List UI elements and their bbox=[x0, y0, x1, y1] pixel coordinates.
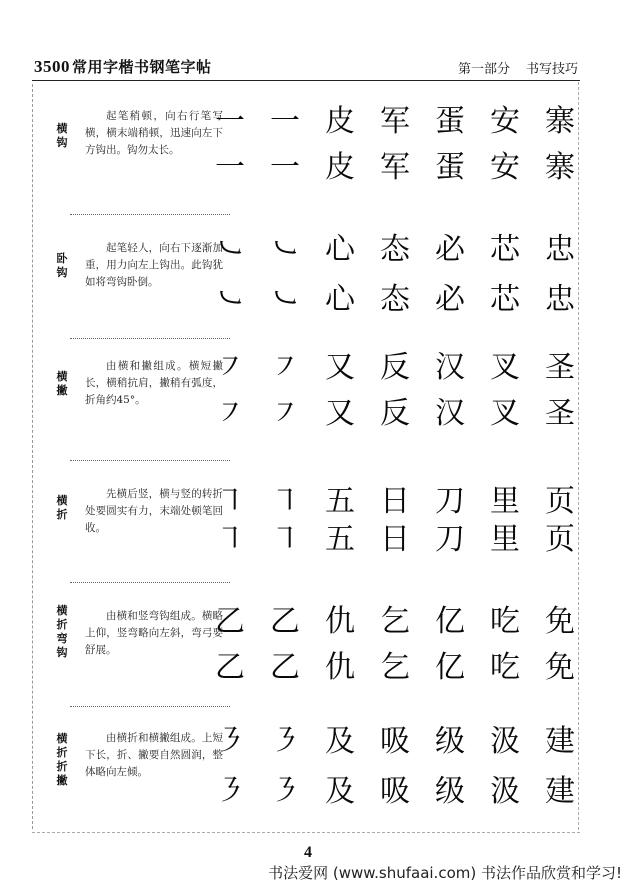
practice-character: 必 bbox=[435, 282, 465, 317]
watermark-text: 书法爱网 (www.shufaai.com) 书法作品欣赏和学习! bbox=[268, 864, 622, 882]
book-number: 3500 bbox=[34, 57, 70, 76]
stroke-description: 先横后竖，横与竖的转折处要圆实有力，末端处顿笔回收。 bbox=[85, 488, 223, 534]
stroke-description: 由横和撇组成。横短撇长，横稍抗肩，撇稍有弧度，折角约45°。 bbox=[85, 360, 223, 406]
practice-character: 及 bbox=[325, 724, 355, 759]
practice-character: 仇 bbox=[325, 650, 355, 685]
stroke-section bbox=[32, 348, 580, 460]
practice-character: ㇃ bbox=[215, 232, 245, 267]
bottom-margin-line bbox=[32, 832, 580, 833]
practice-row bbox=[210, 102, 580, 142]
practice-character: 页 bbox=[545, 484, 575, 519]
practice-character: ㇕ bbox=[215, 522, 245, 557]
section-divider bbox=[70, 214, 230, 215]
practice-character: 建 bbox=[545, 774, 575, 809]
practice-character: 吃 bbox=[490, 650, 520, 685]
practice-character: 乙 bbox=[270, 650, 300, 685]
practice-character: 皮 bbox=[325, 150, 355, 185]
stroke-name: 横折折撇 bbox=[56, 732, 68, 787]
stroke-description: 起笔轻人，向右下逐渐加重，用力向左上钩出。此钩犹如将弯钩卧倒。 bbox=[85, 242, 223, 288]
practice-character: ㇇ bbox=[270, 350, 300, 385]
stroke-description: 由横和竖弯钩组成。横略上仰，竖弯略向左斜，弯弓要舒展。 bbox=[85, 610, 223, 656]
practice-character: 亿 bbox=[435, 650, 465, 685]
practice-character: ㇃ bbox=[215, 282, 245, 317]
section-divider bbox=[70, 460, 230, 461]
practice-row bbox=[210, 602, 580, 642]
stroke-section bbox=[32, 224, 580, 336]
practice-character: 吸 bbox=[380, 774, 410, 809]
practice-character: 必 bbox=[435, 232, 465, 267]
practice-character: 亿 bbox=[435, 604, 465, 639]
practice-character: 芯 bbox=[490, 282, 520, 317]
practice-character: 乞 bbox=[380, 604, 410, 639]
stroke-name: 横折弯钩 bbox=[56, 604, 68, 659]
practice-character: 芯 bbox=[490, 232, 520, 267]
stroke-name: 横折 bbox=[56, 494, 68, 521]
practice-character: 汉 bbox=[435, 350, 465, 385]
practice-character: 反 bbox=[380, 396, 410, 431]
practice-character: 建 bbox=[545, 724, 575, 759]
practice-character: ㇋ bbox=[270, 724, 300, 759]
practice-row bbox=[210, 520, 580, 560]
stroke-name: 卧钩 bbox=[56, 252, 68, 279]
section-divider bbox=[70, 338, 230, 339]
practice-character: 蛋 bbox=[435, 104, 465, 139]
section-divider bbox=[70, 582, 230, 583]
practice-character: 里 bbox=[490, 522, 520, 557]
practice-character: ㇋ bbox=[215, 724, 245, 759]
practice-row bbox=[210, 280, 580, 320]
stroke-name: 横钩 bbox=[56, 122, 68, 149]
practice-character: 圣 bbox=[545, 396, 575, 431]
practice-character: 反 bbox=[380, 350, 410, 385]
practice-character: ㇃ bbox=[270, 282, 300, 317]
practice-character: 里 bbox=[490, 484, 520, 519]
practice-row bbox=[210, 394, 580, 434]
practice-character: 页 bbox=[545, 522, 575, 557]
practice-character: 刀 bbox=[435, 522, 465, 557]
book-title-text: 常用字楷书钢笔字帖 bbox=[72, 58, 212, 76]
practice-character: 军 bbox=[380, 150, 410, 185]
practice-character: 又 bbox=[325, 350, 355, 385]
practice-character: 寨 bbox=[545, 104, 575, 139]
book-title bbox=[34, 56, 212, 77]
header-divider bbox=[32, 80, 580, 81]
stroke-section bbox=[32, 470, 580, 582]
practice-character: 吸 bbox=[380, 724, 410, 759]
practice-row bbox=[210, 722, 580, 762]
practice-row bbox=[210, 482, 580, 522]
practice-character: 免 bbox=[545, 650, 575, 685]
practice-character: 乞 bbox=[380, 650, 410, 685]
practice-character: 蛋 bbox=[435, 150, 465, 185]
practice-character: ㇕ bbox=[270, 484, 300, 519]
practice-character: 免 bbox=[545, 604, 575, 639]
practice-character: 仇 bbox=[325, 604, 355, 639]
section-label: 书写技巧 bbox=[525, 62, 578, 77]
practice-character: 安 bbox=[490, 150, 520, 185]
practice-character: ㇕ bbox=[270, 522, 300, 557]
practice-character: 汲 bbox=[490, 774, 520, 809]
practice-character: ㇕ bbox=[215, 484, 245, 519]
practice-character: ㇋ bbox=[215, 774, 245, 809]
practice-character: 皮 bbox=[325, 104, 355, 139]
practice-row bbox=[210, 772, 580, 812]
practice-row bbox=[210, 648, 580, 688]
practice-character: ㇇ bbox=[215, 350, 245, 385]
practice-character: 态 bbox=[380, 232, 410, 267]
practice-character: 叉 bbox=[490, 396, 520, 431]
stroke-description: 起笔稍顿，向右行笔写横，横末端稍顿，迅速向左下方钩出。钩勿太长。 bbox=[85, 110, 223, 156]
practice-character: 及 bbox=[325, 774, 355, 809]
practice-character: 五 bbox=[325, 522, 355, 557]
page-number: 4 bbox=[304, 844, 312, 861]
practice-character: 乙 bbox=[215, 604, 245, 639]
practice-character: 叉 bbox=[490, 350, 520, 385]
practice-character: 日 bbox=[380, 522, 410, 557]
practice-character: 吃 bbox=[490, 604, 520, 639]
practice-character: 忠 bbox=[545, 282, 575, 317]
practice-character: 刀 bbox=[435, 484, 465, 519]
stroke-name: 横撇 bbox=[56, 370, 68, 397]
stroke-section bbox=[32, 592, 580, 704]
part-label: 第一部分 bbox=[457, 62, 510, 77]
practice-row bbox=[210, 148, 580, 188]
stroke-section bbox=[32, 100, 580, 212]
practice-character: 忠 bbox=[545, 232, 575, 267]
practice-character: ㇇ bbox=[270, 396, 300, 431]
practice-character: 心 bbox=[325, 232, 355, 267]
practice-character: 一 bbox=[215, 150, 245, 185]
practice-character: 汉 bbox=[435, 396, 465, 431]
stroke-section bbox=[32, 716, 580, 828]
stroke-description: 由横折和横撇组成。上短下长，折、撇要自然圆润，整体略向左倾。 bbox=[85, 732, 223, 778]
practice-character: 圣 bbox=[545, 350, 575, 385]
practice-character: 乙 bbox=[215, 650, 245, 685]
practice-character: ㇃ bbox=[270, 232, 300, 267]
practice-row bbox=[210, 230, 580, 270]
practice-character: 又 bbox=[325, 396, 355, 431]
practice-character: 级 bbox=[435, 774, 465, 809]
practice-row bbox=[210, 348, 580, 388]
practice-character: 军 bbox=[380, 104, 410, 139]
chapter-label bbox=[458, 58, 578, 77]
practice-character: 日 bbox=[380, 484, 410, 519]
practice-character: ㇋ bbox=[270, 774, 300, 809]
practice-character: 汲 bbox=[490, 724, 520, 759]
practice-character: 级 bbox=[435, 724, 465, 759]
practice-character: 五 bbox=[325, 484, 355, 519]
practice-character: 一 bbox=[270, 150, 300, 185]
practice-character: 一 bbox=[215, 104, 245, 139]
practice-character: 安 bbox=[490, 104, 520, 139]
practice-character: 态 bbox=[380, 282, 410, 317]
practice-character: 心 bbox=[325, 282, 355, 317]
practice-character: ㇇ bbox=[215, 396, 245, 431]
practice-character: 寨 bbox=[545, 150, 575, 185]
section-divider bbox=[70, 706, 230, 707]
practice-character: 乙 bbox=[270, 604, 300, 639]
practice-character: 一 bbox=[270, 104, 300, 139]
